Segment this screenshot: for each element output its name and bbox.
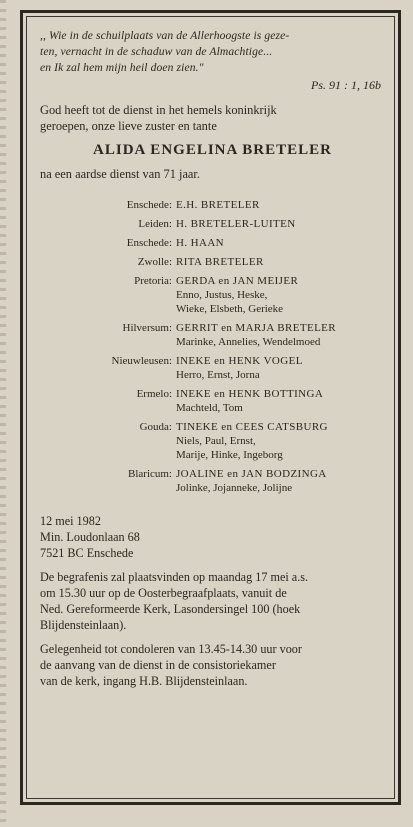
family-place: Blaricum: <box>128 468 172 480</box>
sender-address <box>40 513 385 561</box>
family-entry <box>40 236 385 250</box>
age-line: na een aardse dienst van 71 jaar. <box>40 167 200 181</box>
family-entry <box>40 198 385 212</box>
family-list <box>40 198 385 495</box>
intro-line: God heeft tot de dienst in het hemels koninkrijk <box>40 103 277 117</box>
family-primary: GERRIT en MARJA BRETELER <box>176 322 337 334</box>
bible-reference: Ps. 91 : 1, 16b <box>311 78 381 92</box>
family-children: Herro, Ernst, Jorna <box>176 369 260 381</box>
family-place: Zwolle: <box>137 256 172 268</box>
family-place: Enschede: <box>126 199 172 211</box>
obituary-notice <box>40 28 385 689</box>
family-children: Enno, Justus, Heske, <box>176 289 268 301</box>
family-entry <box>40 274 385 316</box>
condolence-line: Gelegenheid tot condoleren van 13.45-14.30 uur voor <box>40 642 302 656</box>
family-primary: JOALINE en JAN BODZINGA <box>176 468 327 480</box>
family-children: Wieke, Elsbeth, Gerieke <box>176 303 284 315</box>
quote-line: ,, Wie in de schuilplaats van de Allerhoogste is geze- <box>40 29 290 42</box>
family-place: Leiden: <box>138 218 172 230</box>
family-entry <box>40 354 385 382</box>
family-place: Pretoria: <box>134 275 172 287</box>
family-primary: INEKE en HENK VOGEL <box>176 355 303 367</box>
funeral-line: Blijdensteinlaan). <box>40 618 127 632</box>
bible-quote <box>40 28 385 76</box>
family-entry <box>40 387 385 415</box>
quote-line: ten, vernacht in de schaduw van de Almachtige... <box>40 45 273 58</box>
condolence-line: van de kerk, ingang H.B. Blijdensteinlaan. <box>40 674 248 688</box>
address-city: 7521 BC Enschede <box>40 546 134 560</box>
family-children: Marinke, Annelies, Wendelmoed <box>176 336 321 348</box>
intro-text <box>40 102 385 134</box>
funeral-line: Ned. Gereformeerde Kerk, Lasondersingel 100 (hoek <box>40 602 301 616</box>
deceased-name: ALIDA ENGELINA BRETELER <box>93 142 332 158</box>
family-primary: TINEKE en CEES CATSBURG <box>176 421 328 433</box>
family-entry <box>40 420 385 462</box>
family-place: Enschede: <box>126 237 172 249</box>
family-children: Marije, Hinke, Ingeborg <box>176 449 283 461</box>
funeral-info <box>40 569 385 633</box>
family-entry <box>40 321 385 349</box>
family-primary: RITA BRETELER <box>176 256 264 268</box>
funeral-line: om 15.30 uur op de Oosterbegraafplaats, vanuit de <box>40 586 287 600</box>
family-entry <box>40 255 385 269</box>
family-primary: H. HAAN <box>176 237 225 249</box>
intro-line: geroepen, onze lieve zuster en tante <box>40 119 217 133</box>
condolence-line: de aanvang van de dienst in de consistoriekamer <box>40 658 276 672</box>
family-children: Jolinke, Jojanneke, Jolijne <box>176 482 293 494</box>
family-primary: GERDA en JAN MEIJER <box>176 275 299 287</box>
family-primary: E.H. BRETELER <box>176 199 260 211</box>
condolence-info <box>40 641 385 689</box>
family-primary: INEKE en HENK BOTTINGA <box>176 388 324 400</box>
adjacent-column-edge <box>0 0 6 827</box>
family-place: Gouda: <box>139 421 172 433</box>
funeral-line: De begrafenis zal plaatsvinden op maandag 17 mei a.s. <box>40 570 309 584</box>
address-street: Min. Loudonlaan 68 <box>40 530 140 544</box>
family-children: Niels, Paul, Ernst, <box>176 435 256 447</box>
family-children: Machteld, Tom <box>176 402 243 414</box>
family-primary: H. BRETELER-LUITEN <box>176 218 296 230</box>
quote-line: en Ik zal hem mijn heil doen zien." <box>40 61 204 74</box>
notice-date: 12 mei 1982 <box>40 514 101 528</box>
family-place: Nieuwleusen: <box>111 355 172 367</box>
family-entry <box>40 467 385 495</box>
family-place: Hilversum: <box>122 322 172 334</box>
family-place: Ermelo: <box>136 388 172 400</box>
family-entry <box>40 217 385 231</box>
